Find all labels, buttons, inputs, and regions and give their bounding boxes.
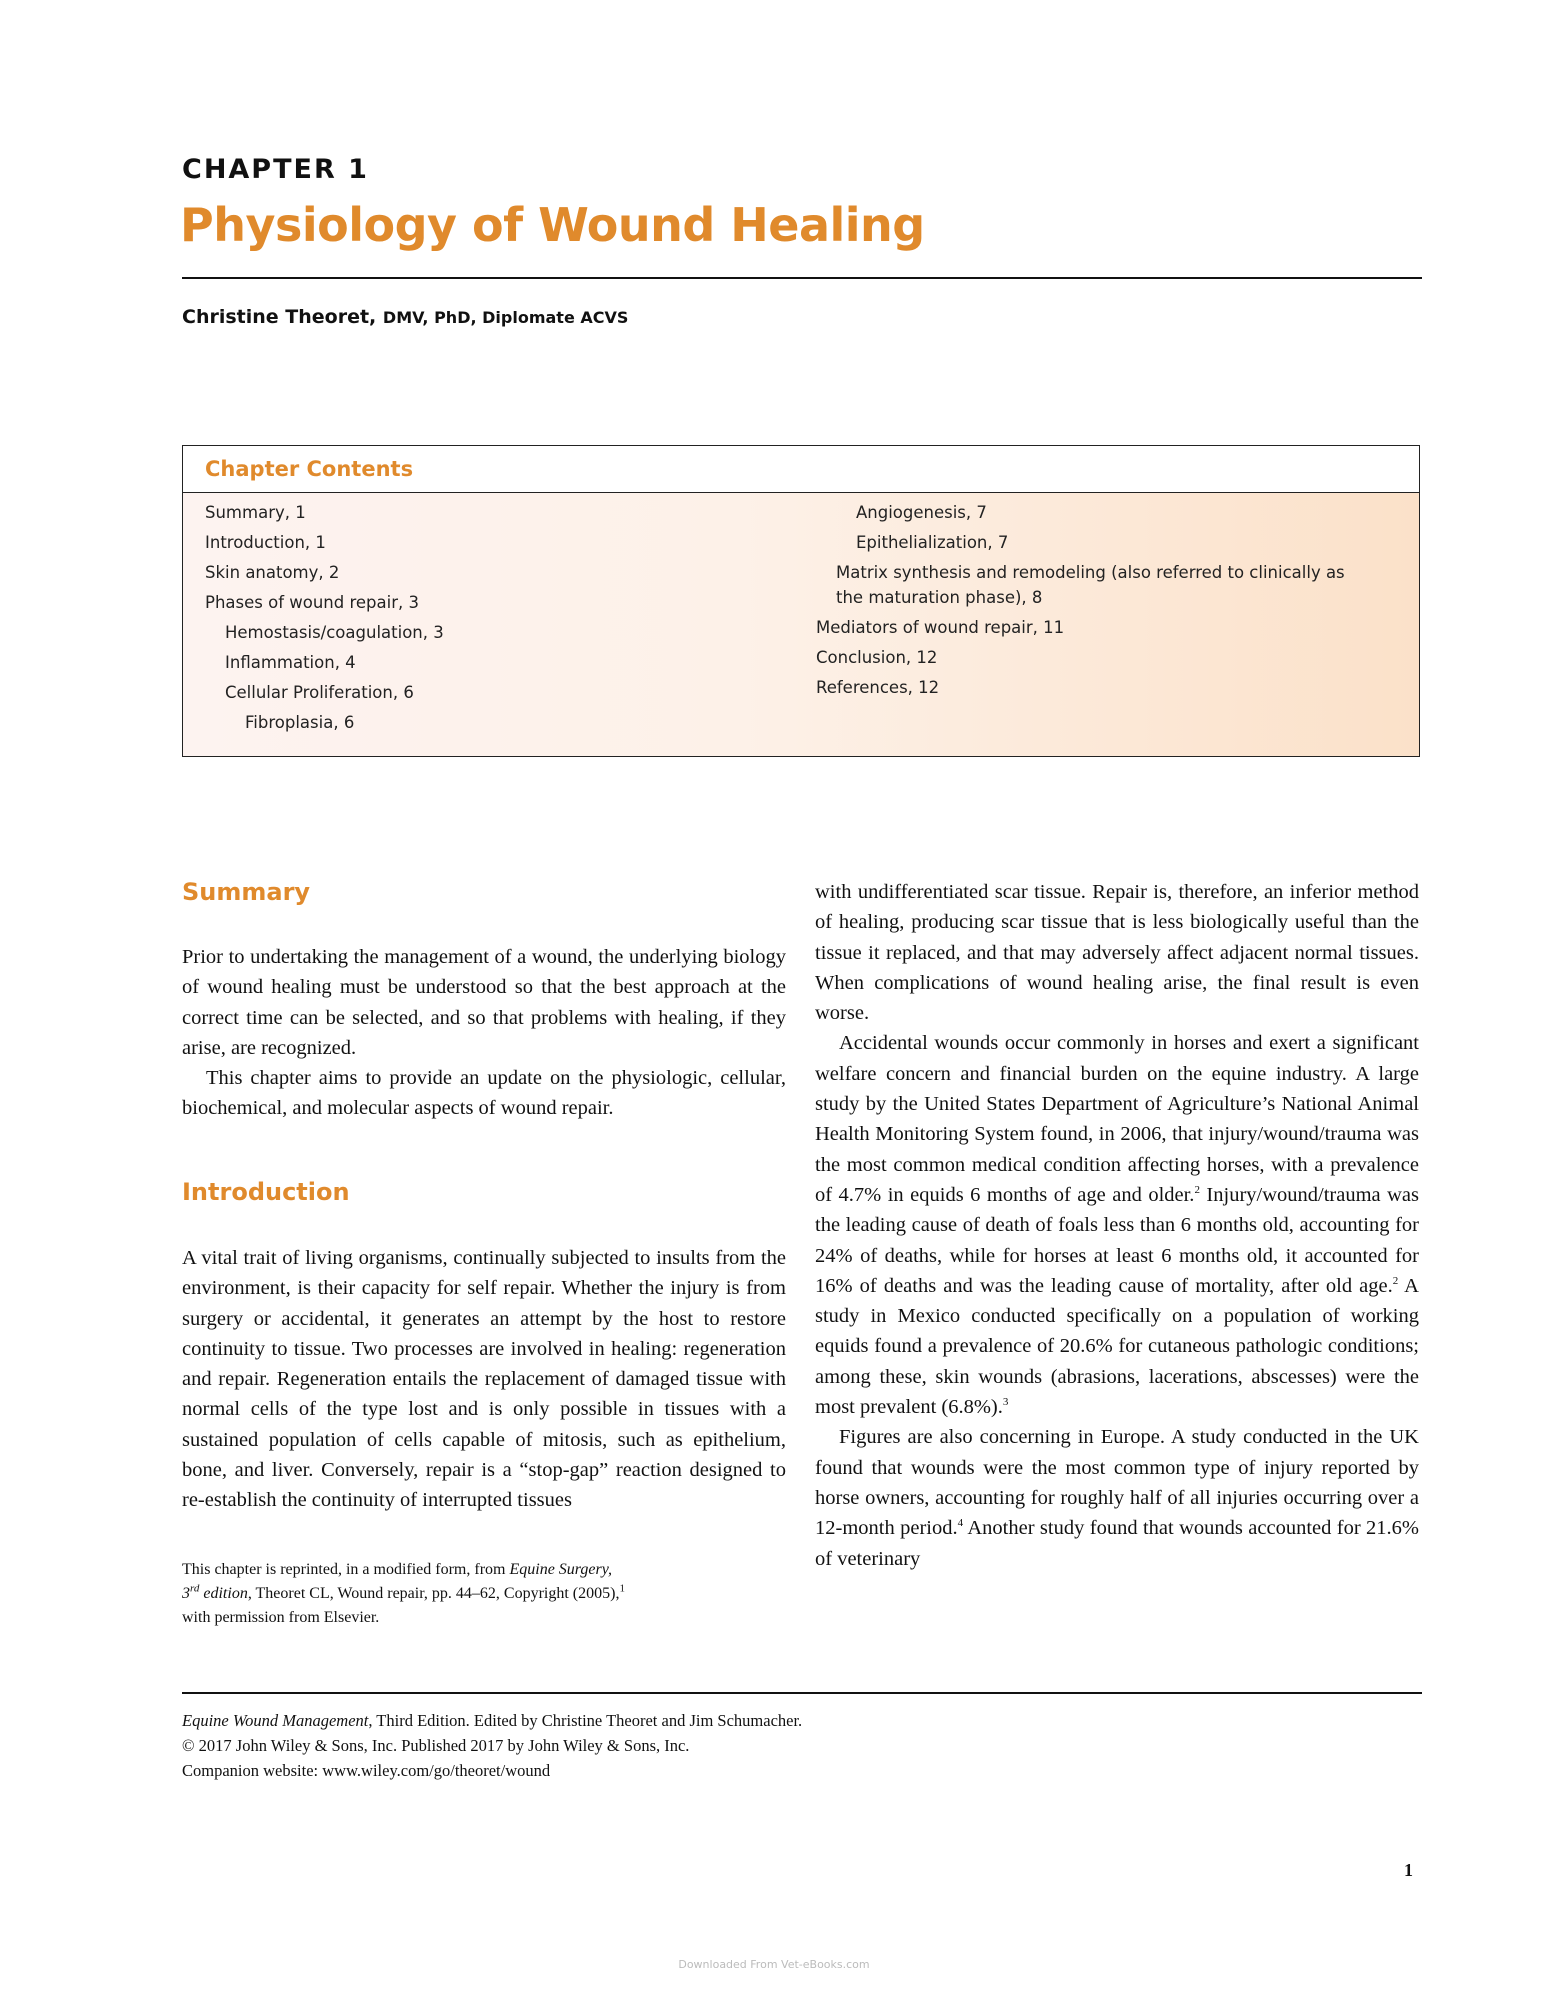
introduction-paragraph-1: A vital trait of living organisms, continually subjected to insults from the environment, is their capacity for self repair. Whether the injury is from surgery or accidental, it generates an attempt by the host to restore continuity to tissue. Two processes are involved in healing: regeneration and repair. Regeneration entails the replacement of damaged tissue with normal cells of the type lost and is only possible in tissues with a sustained population of cells capable of mitosis, such as epithelium, bone, and liver. Conversely, repair is a “stop-gap” reaction designed to re-establish the continuity of interrupted tissues [182,1247,786,1512]
right-paragraph-2-part-b: Injury/wound/trauma was the leading cause of death of foals less than 6 months old, accounting for 24% of deaths, while for horses at least 6 months old, it accounted for 16% of deaths and was the leading cause of mortality, after old age. [815,1183,1419,1297]
author-line [182,306,628,328]
toc-item-inflammation[interactable]: Inflammation, 4 [225,653,356,672]
footnote-edition-suffix: rd [190,1582,200,1595]
toc-item-matrix-synthesis-cont[interactable]: the maturation phase), 8 [836,588,1043,607]
toc-item-references[interactable]: References, 12 [816,678,940,697]
right-paragraph-2-part-a: Accidental wounds occur commonly in horses and exert a significant welfare concern and financial burden on the equine industry. A large study by the United States Department of Agriculture’s National Animal Health Monitoring System found, in 2006, that injury/wound/trauma was the most common medical condition affecting horses, with a prevalence of 4.7% in equids 6 months of age and older. [815,1032,1419,1206]
footer-copyright: © 2017 John Wiley & Sons, Inc. Published 2017 by John Wiley & Sons, Inc. [182,1736,690,1755]
citation-superscript: 2 [1392,1275,1399,1288]
watermark: Downloaded From Vet-eBooks.com [678,1958,870,1971]
citation-superscript: 4 [957,1517,964,1530]
footnote-permission: with permission from Elsevier. [182,1609,380,1626]
summary-heading: Summary [182,878,311,906]
toc-item-phases[interactable]: Phases of wound repair, 3 [205,593,419,612]
toc-item-hemostasis[interactable]: Hemostasis/coagulation, 3 [225,623,444,642]
right-paragraph-1: with undifferentiated scar tissue. Repair is, therefore, an inferior method of healing, producing scar tissue that is less biologically useful than the tissue it replaced, and that may adversely affect adjacent normal tissues. When complications of wound healing arise, the final result is even worse. [815,881,1419,1025]
footnote-edition-word: edition [199,1585,248,1602]
chapter-footnote [182,1558,742,1630]
toc-item-matrix-synthesis[interactable]: Matrix synthesis and remodeling (also referred to clinically as [836,563,1345,582]
right-paragraph-2 [815,1028,1419,1422]
toc-item-introduction[interactable]: Introduction, 1 [205,533,326,552]
citation-superscript: 2 [1194,1184,1200,1197]
toc-item-epithelialization[interactable]: Epithelialization, 7 [856,533,1009,552]
summary-text [182,942,786,1124]
toc-item-fibroplasia[interactable]: Fibroplasia, 6 [245,713,355,732]
footer-book-title: Equine Wound Management [182,1711,369,1730]
chapter-label: CHAPTER 1 [182,154,369,185]
right-paragraph-3-part-a: Figures are also concerning in Europe. A study conducted in the UK found that wounds were the most common type of injury reported by horse owners, accounting for roughly half of all injuries occurring over a 12-month period. [815,1426,1419,1540]
toc-item-mediators[interactable]: Mediators of wound repair, 11 [816,618,1065,637]
footnote-edition-number: 3 [182,1585,190,1602]
toc-item-conclusion[interactable]: Conclusion, 12 [816,648,938,667]
summary-paragraph-1: Prior to undertaking the management of a wound, the underlying biology of wound healing must be understood so that the best approach at the correct time can be selected, and so that problems with healing, if they arise, are recognized. [182,946,786,1059]
footer-rule [182,1692,1422,1694]
citation-superscript: 3 [1002,1396,1009,1409]
footer-companion-website: Companion website: www.wiley.com/go/theoret/wound [182,1761,551,1780]
page-footer [182,1708,802,1783]
introduction-text [182,1243,786,1516]
toc-item-skin-anatomy[interactable]: Skin anatomy, 2 [205,563,340,582]
footer-edition-text: , Third Edition. Edited by Christine Theoret and Jim Schumacher. [368,1711,803,1730]
right-paragraph-3-part-b: Another study found that wounds accounted for 21.6% of veterinary [815,1517,1419,1570]
footnote-reference-number: 1 [619,1582,625,1595]
footer-line-1 [182,1708,802,1733]
right-column-text [815,877,1419,1574]
footnote-citation: , Theoret CL, Wound repair, pp. 44–62, Copyright (2005), [247,1585,620,1602]
chapter-contents-title: Chapter Contents [183,446,1419,493]
toc-item-cellular-proliferation[interactable]: Cellular Proliferation, 6 [225,683,414,702]
right-paragraph-3 [815,1422,1419,1573]
footnote-edition [182,1582,248,1602]
toc-item-summary[interactable]: Summary, 1 [205,503,306,522]
footnote-text: This chapter is reprinted, in a modified form, from [182,1561,510,1578]
page-number: 1 [1404,1860,1413,1880]
author-name: Christine Theoret, [182,306,377,328]
right-paragraph-2-part-c: A study in Mexico conducted specifically on a population of working equids found a prevalence of 20.6% for cutaneous pathologic conditions; among these, skin wounds (abrasions, lacerations, abscesses) were the most prevalent (6.8%). [815,1274,1419,1419]
introduction-heading: Introduction [182,1178,350,1206]
summary-paragraph-2: This chapter aims to provide an update on the physiologic, cellular, biochemical, and molecular aspects of wound repair. [182,1067,786,1120]
chapter-contents-list [183,493,1419,756]
title-rule [182,277,1422,279]
toc-item-angiogenesis[interactable]: Angiogenesis, 7 [856,503,987,522]
chapter-contents-box [182,445,1420,757]
author-credentials: DMV, PhD, Diplomate ACVS [382,308,629,327]
footnote-source-title: Equine Surgery, [509,1561,612,1578]
chapter-title: Physiology of Wound Healing [180,198,925,252]
